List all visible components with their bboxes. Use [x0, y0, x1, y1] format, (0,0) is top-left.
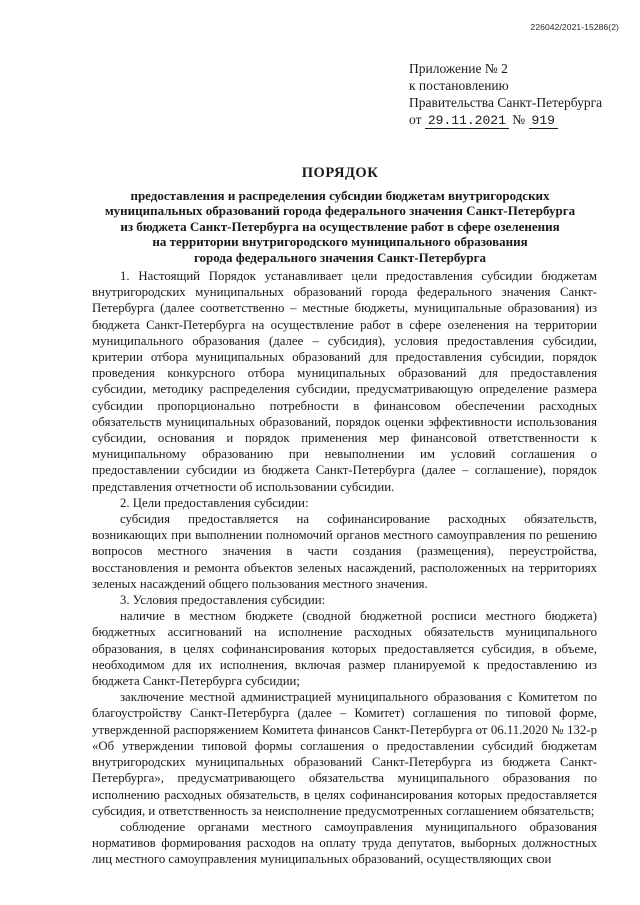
paragraph-1: 1. Настоящий Порядок устанавливает цели предоставления субсидии бюджетам внутригородских муниципальных образований города федерального значения Санкт-Петербурга (далее соответственно – местные бюджеты, муниципальные образования) из бюджета Санкт-Петербурга на осуществление работ в сфере озеленения на территории муниципального образования (далее – субсидия), условия предоставления субсидии, критерии отбора муниципальных образований для предоставления субсидии, порядок проведения конкурсного отбора муниципальных образований для предоставления субсидии, методику распределения субсидии, предусматривающую определение размера субсидии пропорционально потребности в финансовом обеспечении расходных обязательств муниципальных образований, порядок оценки эффективности использования субсидии, основания и порядок применения мер финансовой ответственности к муниципальному образованию при невыполнении им условий соглашения о предоставлении субсидии из бюджета Санкт-Петербурга (далее – соглашение), порядок представления отчетности об использовании субсидии.	[92, 269, 597, 494]
title-main: ПОРЯДОК	[301, 165, 379, 181]
resolution-number: 919	[529, 113, 558, 129]
paragraph-2: 2. Цели предоставления субсидии:	[120, 495, 309, 510]
date-prefix: от	[409, 112, 422, 127]
title-line-1: предоставления и распределения субсидии бюджетам внутригородских	[130, 188, 550, 203]
document-body	[92, 268, 597, 868]
title-line-5: города федерального значения Санкт-Петербурга	[193, 249, 487, 265]
attachment-date-line	[409, 111, 602, 129]
paragraph-3: субсидия предоставляется на софинансирование расходных обязательств, возникающих при выполнении полномочий органов местного самоуправления по решению вопросов местного значения в части создания (размещения), переустройства, восстановления и ремонта объектов зеленых насаждений, расположенных на территориях зеленых насаждений общего пользования местного значения.	[92, 512, 597, 591]
number-prefix: №	[512, 112, 526, 127]
title-line-2: муниципальных образований города федерального значения Санкт-Петербурга	[104, 203, 576, 219]
paragraph-4: 3. Условия предоставления субсидии:	[120, 593, 326, 608]
attachment-block	[409, 60, 602, 129]
title-line-4: на территории внутригородского муниципального образования	[152, 234, 528, 250]
paragraph-5: наличие в местном бюджете (сводной бюджетной росписи местного бюджета) бюджетных ассигнований на исполнение расходных обязательств муниципального образования, в целях софинансирования которых предоставляется субсидия, в объеме, необходимом для их исполнения, включая размер планируемой к предоставлению из бюджета Санкт-Петербурга субсидии;	[92, 609, 597, 689]
attachment-line-2: к постановлению	[409, 78, 509, 93]
document-title	[90, 165, 590, 265]
attachment-line-3: Правительства Санкт-Петербурга	[409, 95, 603, 110]
resolution-date: 29.11.2021	[425, 113, 509, 129]
paragraph-7: соблюдение органами местного самоуправления муниципального образования нормативов формирования расходов на оплату труда депутатов, выборных должностных лиц местного самоуправления муниципальных образований, осуществляющих свои	[92, 819, 597, 867]
document-number: 226042/2021-15286(2)	[530, 22, 619, 32]
attachment-line-1: Приложение № 2	[409, 61, 508, 76]
title-line-3: из бюджета Санкт-Петербурга на осуществление работ в сфере озеленения	[120, 218, 560, 234]
paragraph-6: заключение местной администрацией муниципального образования с Комитетом по благоустройству Санкт-Петербурга (далее – Комитет) соглашения по типовой форме, утвержденной распоряжением Комитета финансов Санкт-Петербурга от 06.11.2020 № 132-р «Об утверждении типовой формы соглашения о предоставлении субсидий бюджетам внутригородских муниципальных образований Санкт-Петербурга из бюджета Санкт-Петербурга», предусматривающего обязательства муниципального образования по исполнению расходных обязательств, в целях софинансирования которых предоставляется субсидия, и ответственность за неисполнение предусмотренных соглашением обязательств;	[92, 690, 597, 818]
